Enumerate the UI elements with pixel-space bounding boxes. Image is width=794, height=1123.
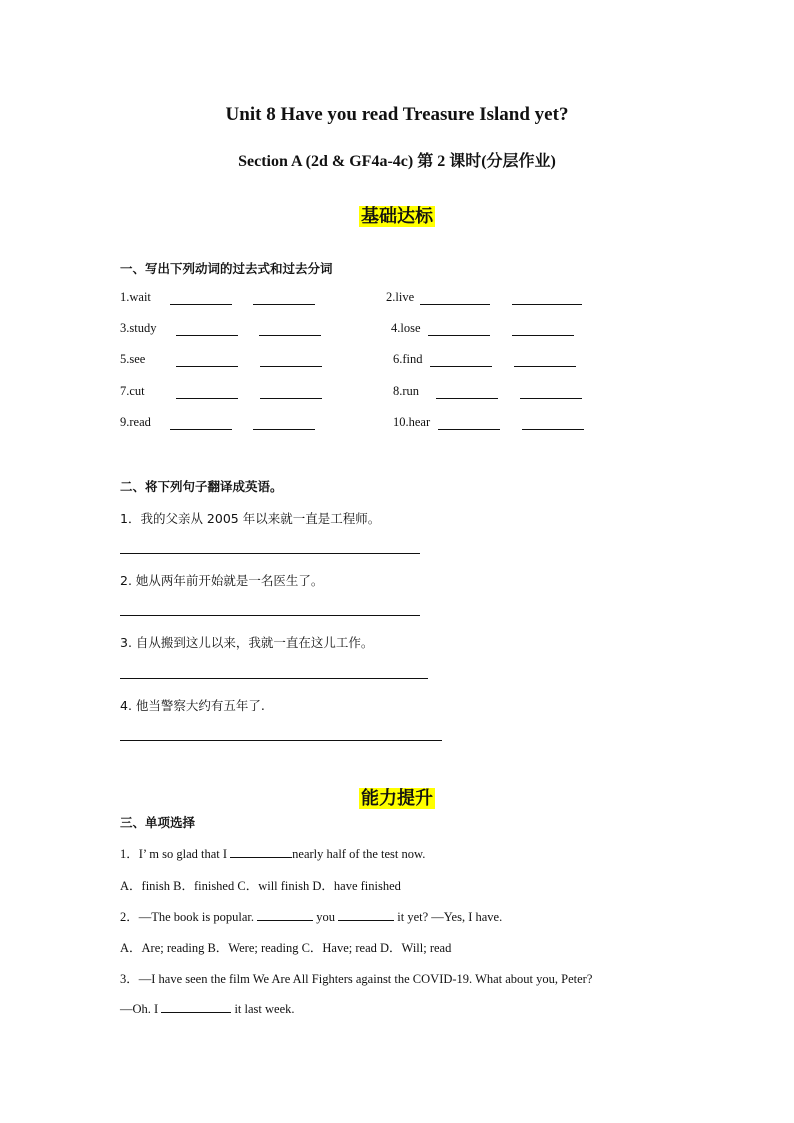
answer-blank[interactable] [253, 429, 315, 430]
verb-item: 10.hear [393, 415, 431, 429]
answer-line[interactable] [120, 678, 428, 679]
q1-stem-start: 1．I’ m so glad that I [120, 847, 231, 861]
answer-blank[interactable] [512, 335, 574, 336]
level-advanced-label: 能力提升 [361, 788, 433, 809]
q1-stem-end: nearly half of the test now. [292, 847, 426, 861]
level-advanced [0, 784, 794, 810]
verb-item: 1.wait [120, 290, 151, 304]
answer-blank[interactable] [176, 398, 238, 399]
q2-stem-mid: you [313, 910, 339, 924]
answer-blank[interactable] [428, 335, 490, 336]
verb-item: 6.find [393, 352, 423, 366]
q1-options: A．finish B．finished C．will finish D．have finished [120, 879, 401, 893]
verb-item: 5.see [120, 352, 146, 366]
page-title: Unit 8 Have you read Treasure Island yet? [225, 104, 569, 125]
answer-blank[interactable] [436, 398, 498, 399]
q2-options: A．Are; reading B．Were; reading C．Have; read D．Will; read [120, 941, 452, 955]
answer-blank[interactable] [170, 304, 232, 305]
answer-blank[interactable] [260, 398, 322, 399]
verb-item: 9.read [120, 415, 151, 429]
translate-item: 4. 他当警察大约有五年了. [120, 698, 265, 713]
translate-item: 2. 她从两年前开始就是一名医生了。 [120, 573, 324, 588]
answer-blank[interactable] [259, 335, 321, 336]
q2-blank-2[interactable] [338, 908, 394, 921]
q3-blank[interactable] [161, 1000, 231, 1013]
verb-item: 4.lose [391, 321, 421, 335]
answer-line[interactable] [120, 615, 420, 616]
answer-blank[interactable] [520, 398, 582, 399]
q2-blank-1[interactable] [257, 908, 313, 921]
part1-heading: 一、写出下列动词的过去式和过去分词 [120, 261, 333, 276]
part2-heading: 二、将下列句子翻译成英语。 [120, 479, 283, 494]
verb-item: 7.cut [120, 384, 145, 398]
question-3-answer [120, 1000, 295, 1017]
q3-ans-end: it last week. [231, 1002, 295, 1016]
level-basic-label: 基础达标 [361, 206, 433, 227]
answer-blank[interactable] [260, 366, 322, 367]
answer-blank[interactable] [512, 304, 582, 305]
answer-line[interactable] [120, 740, 442, 741]
question-1 [120, 844, 425, 862]
q2-stem-end: it yet? —Yes, I have. [394, 910, 503, 924]
answer-line[interactable] [120, 553, 420, 554]
answer-blank[interactable] [514, 366, 576, 367]
answer-blank[interactable] [438, 429, 500, 430]
q1-blank[interactable] [230, 845, 292, 858]
q3-ans-start: —Oh. I [120, 1002, 162, 1016]
verb-item: 3.study [120, 321, 157, 335]
verb-item: 8.run [393, 384, 420, 398]
answer-blank[interactable] [176, 366, 238, 367]
answer-blank[interactable] [176, 335, 238, 336]
answer-blank[interactable] [170, 429, 232, 430]
level-basic [0, 202, 794, 228]
page-subtitle: Section A (2d & GF4a-4c) 第 2 课时(分层作业) [238, 153, 556, 170]
answer-blank[interactable] [253, 304, 315, 305]
question-3: 3．—I have seen the film We Are All Fighters against the COVID-19. What about you, Peter? [120, 972, 593, 986]
translate-item: 1．我的父亲从 2005 年以来就一直是工程师。 [120, 511, 381, 526]
part3-heading: 三、单项选择 [120, 815, 196, 830]
answer-blank[interactable] [522, 429, 584, 430]
answer-blank[interactable] [430, 366, 492, 367]
translate-item: 3. 自从搬到这儿以来，我就一直在这儿工作。 [120, 635, 374, 650]
verb-item: 2.live [386, 290, 415, 304]
answer-blank[interactable] [420, 304, 490, 305]
q2-stem-start: 2．—The book is popular. [120, 910, 258, 924]
question-2 [120, 907, 502, 925]
